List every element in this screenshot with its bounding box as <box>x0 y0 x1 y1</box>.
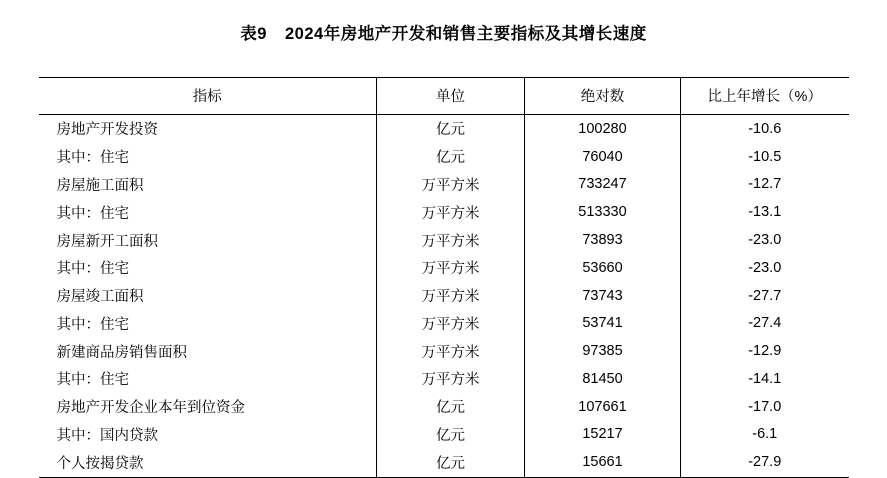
cell-growth: -10.5 <box>681 143 849 171</box>
cell-absolute: 76040 <box>525 143 681 171</box>
cell-indicator: 新建商品房销售面积 <box>56 344 187 361</box>
table-row <box>39 198 849 226</box>
page-title <box>0 0 887 44</box>
cell-unit: 亿元 <box>377 421 525 449</box>
cell-indicator: 房屋施工面积 <box>56 177 144 194</box>
table-container <box>39 44 849 478</box>
table-number: 表9 <box>240 25 267 43</box>
cell-absolute: 513330 <box>525 198 681 226</box>
cell-unit: 万平方米 <box>377 337 525 365</box>
statistics-table <box>39 77 849 478</box>
table-row <box>39 365 849 393</box>
cell-absolute: 733247 <box>525 171 681 199</box>
table-row <box>39 143 849 171</box>
column-header-growth: 比上年增长（%） <box>681 78 849 115</box>
table-row <box>39 421 849 449</box>
cell-absolute: 81450 <box>525 365 681 393</box>
cell-absolute: 97385 <box>525 337 681 365</box>
table-row <box>39 171 849 199</box>
cell-absolute: 53660 <box>525 254 681 282</box>
cell-growth: -6.1 <box>681 421 849 449</box>
cell-growth: -14.1 <box>681 365 849 393</box>
cell-unit: 万平方米 <box>377 282 525 310</box>
cell-indicator: 房地产开发投资 <box>56 122 158 139</box>
table-title-text: 2024年房地产开发和销售主要指标及其增长速度 <box>284 25 647 43</box>
table-header <box>39 78 849 115</box>
column-header-indicator: 指标 <box>39 78 377 115</box>
cell-growth: -10.6 <box>681 115 849 143</box>
cell-absolute: 15661 <box>525 448 681 477</box>
cell-unit: 万平方米 <box>377 254 525 282</box>
cell-indicator: 房屋新开工面积 <box>56 233 158 250</box>
cell-absolute: 73743 <box>525 282 681 310</box>
cell-growth: -27.4 <box>681 309 849 337</box>
cell-absolute: 100280 <box>525 115 681 143</box>
cell-indicator: 其中：住宅 <box>56 316 129 333</box>
table-row <box>39 115 849 143</box>
cell-growth: -17.0 <box>681 393 849 421</box>
cell-absolute: 107661 <box>525 393 681 421</box>
cell-indicator: 其中：住宅 <box>56 150 129 167</box>
table-row <box>39 309 849 337</box>
cell-unit: 亿元 <box>377 448 525 477</box>
cell-unit: 万平方米 <box>377 309 525 337</box>
column-header-absolute: 绝对数 <box>525 78 681 115</box>
cell-unit: 万平方米 <box>377 226 525 254</box>
cell-indicator: 其中：住宅 <box>56 372 129 389</box>
column-header-unit: 单位 <box>377 78 525 115</box>
cell-unit: 亿元 <box>377 393 525 421</box>
cell-growth: -23.0 <box>681 226 849 254</box>
cell-growth: -13.1 <box>681 198 849 226</box>
cell-indicator: 房地产开发企业本年到位资金 <box>56 400 245 417</box>
cell-unit: 万平方米 <box>377 365 525 393</box>
cell-growth: -23.0 <box>681 254 849 282</box>
cell-unit: 亿元 <box>377 143 525 171</box>
table-row <box>39 254 849 282</box>
cell-indicator: 其中：住宅 <box>56 205 129 222</box>
cell-growth: -12.7 <box>681 171 849 199</box>
cell-absolute: 15217 <box>525 421 681 449</box>
table-body <box>39 115 849 478</box>
cell-unit: 万平方米 <box>377 171 525 199</box>
cell-indicator: 其中：住宅 <box>56 261 129 278</box>
cell-indicator: 房屋竣工面积 <box>56 289 144 306</box>
table-row <box>39 226 849 254</box>
cell-growth: -12.9 <box>681 337 849 365</box>
cell-indicator: 其中：国内贷款 <box>56 427 158 444</box>
cell-unit: 万平方米 <box>377 198 525 226</box>
table-row <box>39 282 849 310</box>
table-row <box>39 337 849 365</box>
cell-growth: -27.9 <box>681 448 849 477</box>
cell-absolute: 53741 <box>525 309 681 337</box>
cell-growth: -27.7 <box>681 282 849 310</box>
cell-unit: 亿元 <box>377 115 525 143</box>
cell-absolute: 73893 <box>525 226 681 254</box>
cell-indicator: 个人按揭贷款 <box>39 448 377 477</box>
header-row <box>39 78 849 115</box>
table-row <box>39 393 849 421</box>
